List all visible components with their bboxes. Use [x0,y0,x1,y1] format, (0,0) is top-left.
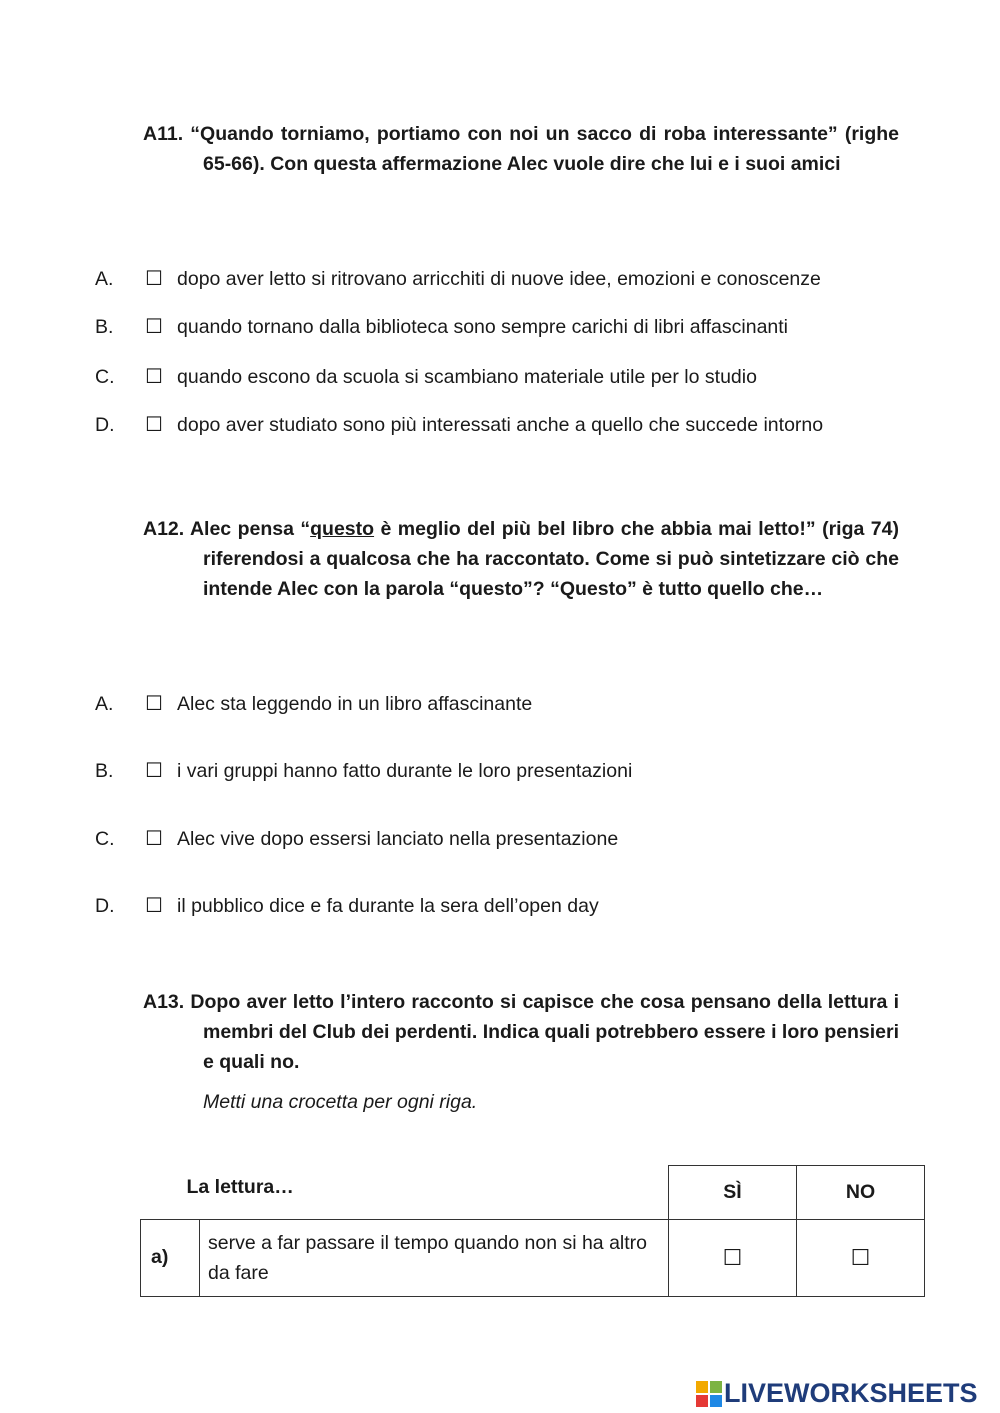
no-checkbox-icon[interactable]: ☐ [797,1219,925,1296]
option-letter: B. [95,760,114,782]
question-text-after: è meglio del più bel libro che abbia mai letto!” (riga 74) riferendosi a qualcosa che ha raccontato. Come si può sintetizzare ciò che intende Alec con la parola “questo”? “Questo” è tutto quello che… [203,518,899,600]
option-text: dopo aver studiato sono più interessati anche a quello che succede intorno [177,414,824,436]
option-a12-c[interactable] [95,826,915,852]
yes-checkbox-icon[interactable]: ☐ [669,1219,797,1296]
answer-table [140,1165,925,1297]
checkbox-icon[interactable]: ☐ [145,268,163,290]
option-a11-a[interactable] [95,266,915,292]
option-a12-d[interactable] [95,893,915,919]
option-a11-b[interactable] [95,314,915,340]
checkbox-icon[interactable]: ☐ [145,760,163,782]
checkbox-icon[interactable]: ☐ [145,895,163,917]
table-header-row [141,1166,925,1220]
option-a12-b[interactable] [95,758,915,784]
underlined-word: questo [310,518,375,540]
row-letter: a) [141,1219,200,1296]
question-text: Dopo aver letto l’intero racconto si capisce che cosa pensano della lettura i membri del Club dei perdenti. Indica quali potrebbero essere i loro pensieri e quali no. [190,991,899,1073]
option-a11-c[interactable] [95,364,915,390]
option-a12-a[interactable] [95,691,915,717]
question-a12 [143,514,899,604]
option-a11-d[interactable] [95,412,915,438]
option-letter: C. [95,366,115,388]
brand-watermark [696,1378,978,1409]
option-text: il pubblico dice e fa durante la sera dell’open day [177,895,599,917]
column-yes-header: SÌ [669,1166,797,1220]
row-text: serve a far passare il tempo quando non si ha altro da fare [200,1219,669,1296]
question-a13 [143,987,899,1077]
option-text: Alec vive dopo essersi lanciato nella presentazione [177,828,619,850]
option-text: dopo aver letto si ritrovano arricchiti di nuove idee, emozioni e conoscenze [177,268,821,290]
option-letter: B. [95,316,114,338]
question-number: A13. [143,991,185,1013]
question-text: “Quando torniamo, portiamo con noi un sacco di roba interessante” (righe 65-66). Con questa affermazione Alec vuole dire che lui e i suoi amici [190,123,899,175]
question-number: A11. [143,123,184,145]
checkbox-icon[interactable]: ☐ [145,316,163,338]
option-text: Alec sta leggendo in un libro affascinante [177,693,533,715]
question-text-before: Alec pensa “ [189,518,311,540]
question-number: A12. [143,518,185,540]
liveworksheets-logo-icon [696,1381,722,1407]
question-a11 [143,119,899,179]
checkbox-icon[interactable]: ☐ [145,366,163,388]
instruction-text: Metti una crocetta per ogni riga. [203,1091,478,1113]
table-header-label: La lettura… [141,1166,669,1220]
option-text: quando tornano dalla biblioteca sono sempre carichi di libri affascinanti [177,316,789,338]
option-letter: A. [95,268,114,290]
checkbox-icon[interactable]: ☐ [145,828,163,850]
option-letter: A. [95,693,114,715]
brand-text: LIVEWORKSHEETS [724,1378,978,1408]
option-letter: C. [95,828,115,850]
option-letter: D. [95,895,115,917]
option-text: quando escono da scuola si scambiano materiale utile per lo studio [177,366,757,388]
option-letter: D. [95,414,115,436]
checkbox-icon[interactable]: ☐ [145,414,163,436]
column-no-header: NO [797,1166,925,1220]
option-text: i vari gruppi hanno fatto durante le loro presentazioni [177,760,633,782]
checkbox-icon[interactable]: ☐ [145,693,163,715]
table-row [141,1219,925,1296]
